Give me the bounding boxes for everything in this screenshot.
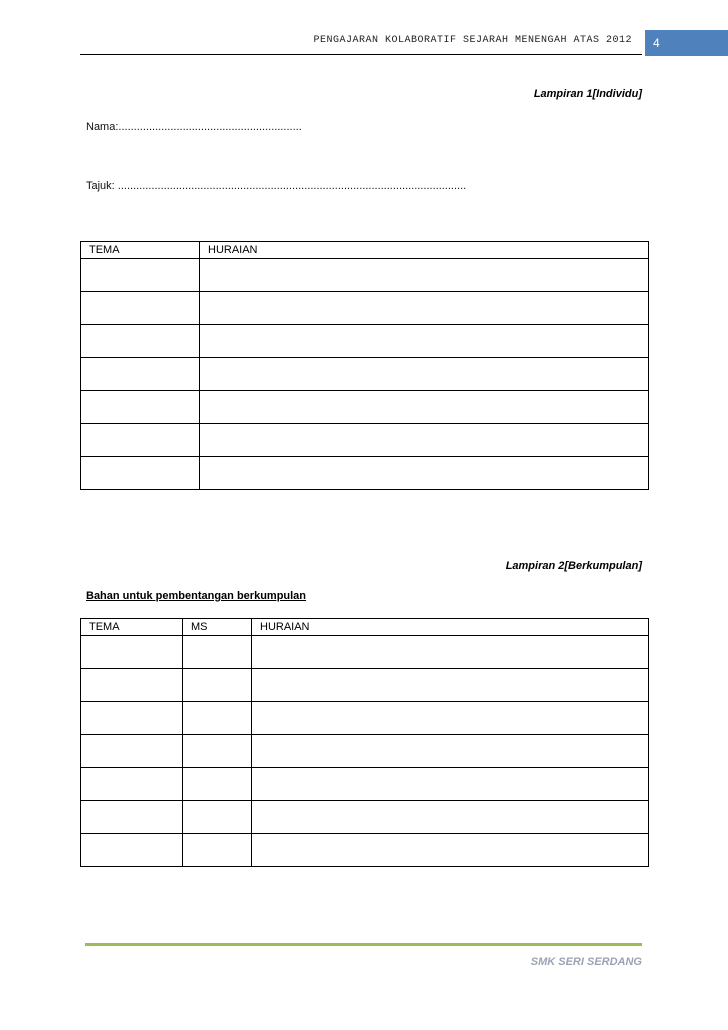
header-huraian: HURAIAN [200, 242, 649, 259]
table-cell [81, 457, 200, 490]
table-row [81, 325, 649, 358]
header-tema: TEMA [81, 242, 200, 259]
name-field: Nama:............................................................ [86, 121, 302, 133]
table-row [81, 358, 649, 391]
table-row [81, 702, 649, 735]
table-cell [252, 702, 649, 735]
table-cell [252, 735, 649, 768]
table-cell [183, 735, 252, 768]
table-row [81, 735, 649, 768]
table-row [81, 669, 649, 702]
table-cell [200, 325, 649, 358]
table-cell [252, 834, 649, 867]
table-cell [81, 702, 183, 735]
table-cell [183, 768, 252, 801]
title-field: Tajuk: .................................................................................................................. [86, 180, 467, 192]
table-cell [200, 424, 649, 457]
table-cell [200, 292, 649, 325]
annex-2-table [80, 618, 649, 867]
annex-1-label: Lampiran 1[Individu] [533, 88, 642, 100]
table-cell [81, 325, 200, 358]
table-cell [252, 636, 649, 669]
table-cell [183, 669, 252, 702]
table-cell [252, 768, 649, 801]
header-huraian: HURAIAN [252, 619, 649, 636]
table-row [81, 292, 649, 325]
table-cell [81, 259, 200, 292]
annex-2-label: Lampiran 2[Berkumpulan] [505, 560, 642, 572]
table-cell [252, 669, 649, 702]
table-cell [81, 424, 200, 457]
table-cell [81, 834, 183, 867]
table-cell [183, 801, 252, 834]
table-cell [252, 801, 649, 834]
table-row [81, 834, 649, 867]
table-header-row [81, 242, 649, 259]
annex-1-table [80, 241, 649, 490]
table-cell [81, 735, 183, 768]
table-cell [81, 292, 200, 325]
table-row [81, 768, 649, 801]
header-title: PENGAJARAN KOLABORATIF SEJARAH MENENGAH ATAS 2012 [313, 35, 632, 46]
header-tema: TEMA [81, 619, 183, 636]
table-cell [200, 259, 649, 292]
table-cell [81, 669, 183, 702]
footer-rule [85, 943, 642, 946]
page-number: 4 [645, 30, 728, 56]
table-row [81, 391, 649, 424]
table-row [81, 457, 649, 490]
header-ms: MS [183, 619, 252, 636]
table-row [81, 636, 649, 669]
table-cell [81, 801, 183, 834]
table-cell [200, 358, 649, 391]
footer-school-name: SMK SERI SERDANG [530, 956, 642, 968]
table-cell [81, 358, 200, 391]
table-cell [200, 457, 649, 490]
table-row [81, 259, 649, 292]
table-cell [183, 702, 252, 735]
table-cell [81, 768, 183, 801]
table-cell [81, 636, 183, 669]
table-row [81, 801, 649, 834]
table-cell [183, 834, 252, 867]
table-row [81, 424, 649, 457]
table-cell [81, 391, 200, 424]
table-cell [200, 391, 649, 424]
table-header-row [81, 619, 649, 636]
group-material-heading: Bahan untuk pembentangan berkumpulan [86, 590, 307, 602]
table-cell [183, 636, 252, 669]
